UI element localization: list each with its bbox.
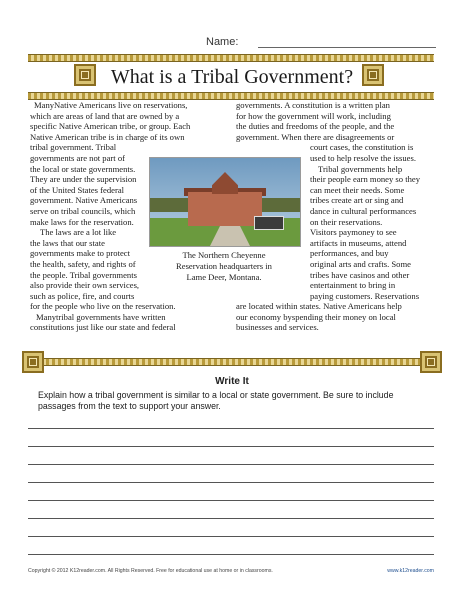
- text-line: the local or state governments.: [30, 163, 136, 174]
- prompt-line: passages from the text to support your answer.: [38, 401, 221, 411]
- text-line: of the United States federal: [30, 184, 125, 195]
- answer-line[interactable]: [28, 464, 434, 465]
- text-line: governments are not part of: [30, 152, 125, 163]
- name-label: Name:: [206, 36, 239, 48]
- text-line: dance in cultural performances: [310, 205, 417, 216]
- text-line: which are areas of land that are owned by a: [30, 110, 180, 121]
- footer: [28, 568, 434, 574]
- text-line: make laws for the reservation.: [30, 216, 134, 227]
- text-line: paying customers. Reservations: [310, 290, 420, 301]
- text-line: their people earn money so they: [310, 174, 421, 185]
- answer-line[interactable]: [28, 536, 434, 537]
- write-it-heading: Write It: [215, 376, 249, 387]
- text-line: original arts and crafts. Some: [310, 258, 411, 269]
- celtic-knot-icon-right: [420, 351, 442, 373]
- text-line: They are under the supervision: [30, 174, 137, 185]
- title-border-band-bottom: [28, 92, 434, 100]
- text-line: Tribal governments help: [318, 163, 403, 174]
- answer-line[interactable]: [28, 500, 434, 501]
- text-line: businesses and services.: [236, 322, 319, 333]
- reservation-headquarters-photo: [149, 157, 301, 247]
- name-field[interactable]: [206, 36, 436, 50]
- caption-line: The Northern Cheyenne: [182, 250, 266, 260]
- text-line: court cases, the constitution is: [310, 142, 414, 153]
- answer-line[interactable]: [28, 554, 434, 555]
- text-line: tribal government. Tribal: [30, 142, 117, 153]
- copyright-text: Copyright © 2012 K12reader.com. All Rights Reserved. Free for educational use at home or in classrooms.: [28, 568, 273, 574]
- page-title: What is a Tribal Government?: [110, 66, 354, 88]
- site-link[interactable]: www.k12reader.com: [387, 568, 434, 574]
- text-line: tribes have casinos and other: [310, 269, 410, 280]
- text-line: government. When there are disagreements or: [236, 131, 395, 142]
- text-line: are located within states. Native Americans help: [236, 301, 402, 312]
- text-line: tribes create art or sing and: [310, 195, 404, 206]
- text-line: Manytribal governments have written: [36, 311, 166, 322]
- text-line: our economy byspending their money on local: [236, 311, 396, 322]
- text-line: the duties and freedoms of the people, and the: [236, 121, 395, 132]
- text-line: governments make to protect: [30, 248, 130, 259]
- text-line: for the people who live on the reservation.: [30, 301, 176, 312]
- text-line: entertainment to bring in: [310, 280, 396, 291]
- text-line: such as police, fire, and courts: [30, 290, 135, 301]
- caption-line: Reservation headquarters in: [176, 260, 272, 271]
- text-line: used to help resolve the issues.: [310, 152, 416, 163]
- text-line: the health, safety, and rights of: [30, 258, 136, 269]
- text-line: also provide their own services,: [30, 280, 140, 291]
- text-line: Visitors paymoney to see: [310, 227, 397, 238]
- answer-line[interactable]: [28, 428, 434, 429]
- answer-line[interactable]: [28, 446, 434, 447]
- text-line: governments. A constitution is a written plan: [236, 100, 390, 110]
- text-line: the laws that our state: [30, 237, 105, 248]
- text-line: can meet their needs. Some: [310, 184, 405, 195]
- write-it-prompt: [38, 390, 393, 412]
- text-line: constitutions just like our state and federal: [30, 322, 176, 333]
- prompt-line: Explain how a tribal government is similar to a local or state government. Be sure to include: [38, 390, 394, 400]
- section-border-band: [28, 358, 434, 366]
- text-line: serve on tribal councils, which: [30, 205, 136, 216]
- text-line: Native American tribe is in charge of its own: [30, 131, 185, 142]
- text-line: performances, and buy: [310, 248, 389, 259]
- text-line: on their reservations.: [310, 216, 383, 227]
- caption-line: Lame Deer, Montana.: [186, 271, 262, 282]
- answer-line[interactable]: [28, 482, 434, 483]
- text-line: specific Native American tribe, or group. Each: [30, 121, 191, 132]
- photo-caption: [149, 250, 299, 282]
- celtic-knot-icon-left: [22, 351, 44, 373]
- text-line: the people. Tribal governments: [30, 269, 137, 280]
- text-line: ManyNative Americans live on reservations,: [34, 100, 188, 110]
- text-line: The laws are a lot like: [40, 227, 117, 238]
- text-line: government. Native Americans: [30, 195, 138, 206]
- top-border-band: [28, 54, 434, 62]
- text-line: for how the government will work, including: [236, 110, 391, 121]
- text-line: artifacts in museums, attend: [310, 237, 407, 248]
- answer-line[interactable]: [28, 518, 434, 519]
- name-underline: [258, 47, 436, 48]
